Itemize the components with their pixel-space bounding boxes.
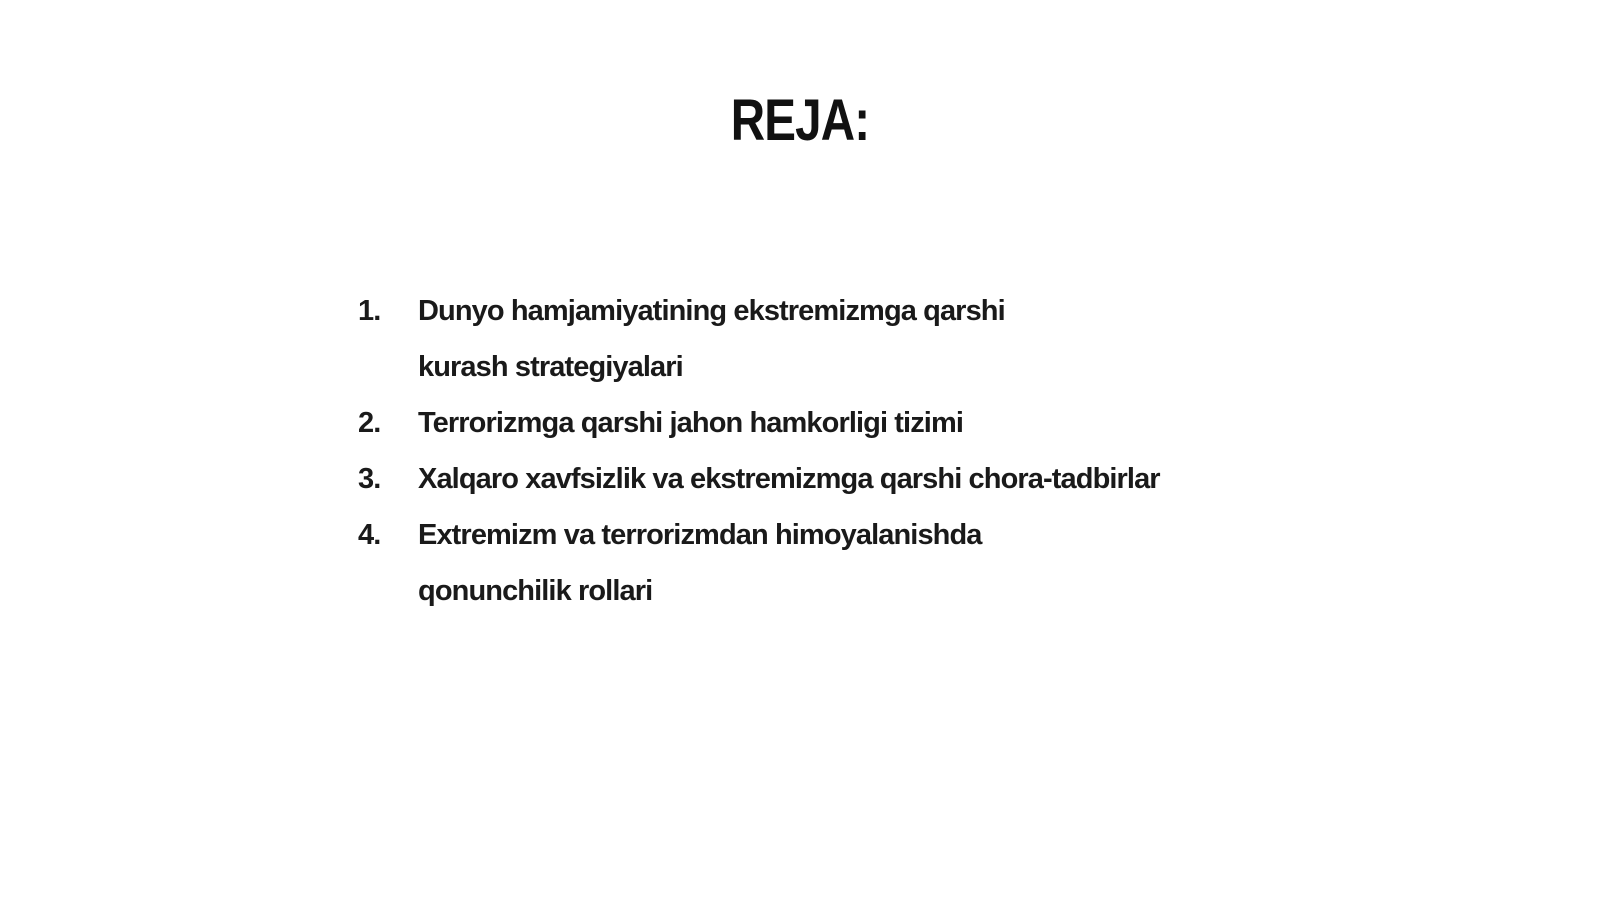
plan-item-number: 3. — [358, 463, 381, 495]
plan-list — [358, 283, 1160, 619]
slide-title: REJA: — [730, 88, 870, 153]
plan-item-text: Extremizm va terrorizmdan himoyalanishda qonunchilik rollari — [418, 519, 982, 607]
plan-item-3 — [358, 451, 1160, 507]
plan-item-text: Xalqaro xavfsizlik va ekstremizmga qarshi chora-tadbirlar — [418, 463, 1160, 495]
plan-item-number: 4. — [358, 519, 381, 551]
plan-item-4 — [358, 507, 1138, 619]
plan-item-1 — [358, 283, 1138, 395]
plan-item-2 — [358, 395, 1138, 451]
plan-item-text: Terrorizmga qarshi jahon hamkorligi tizimi — [418, 407, 963, 439]
plan-item-number: 1. — [358, 295, 381, 327]
plan-item-text: Dunyo hamjamiyatining ekstremizmga qarshi kurash strategiyalari — [418, 295, 1005, 383]
plan-item-number: 2. — [358, 407, 381, 439]
